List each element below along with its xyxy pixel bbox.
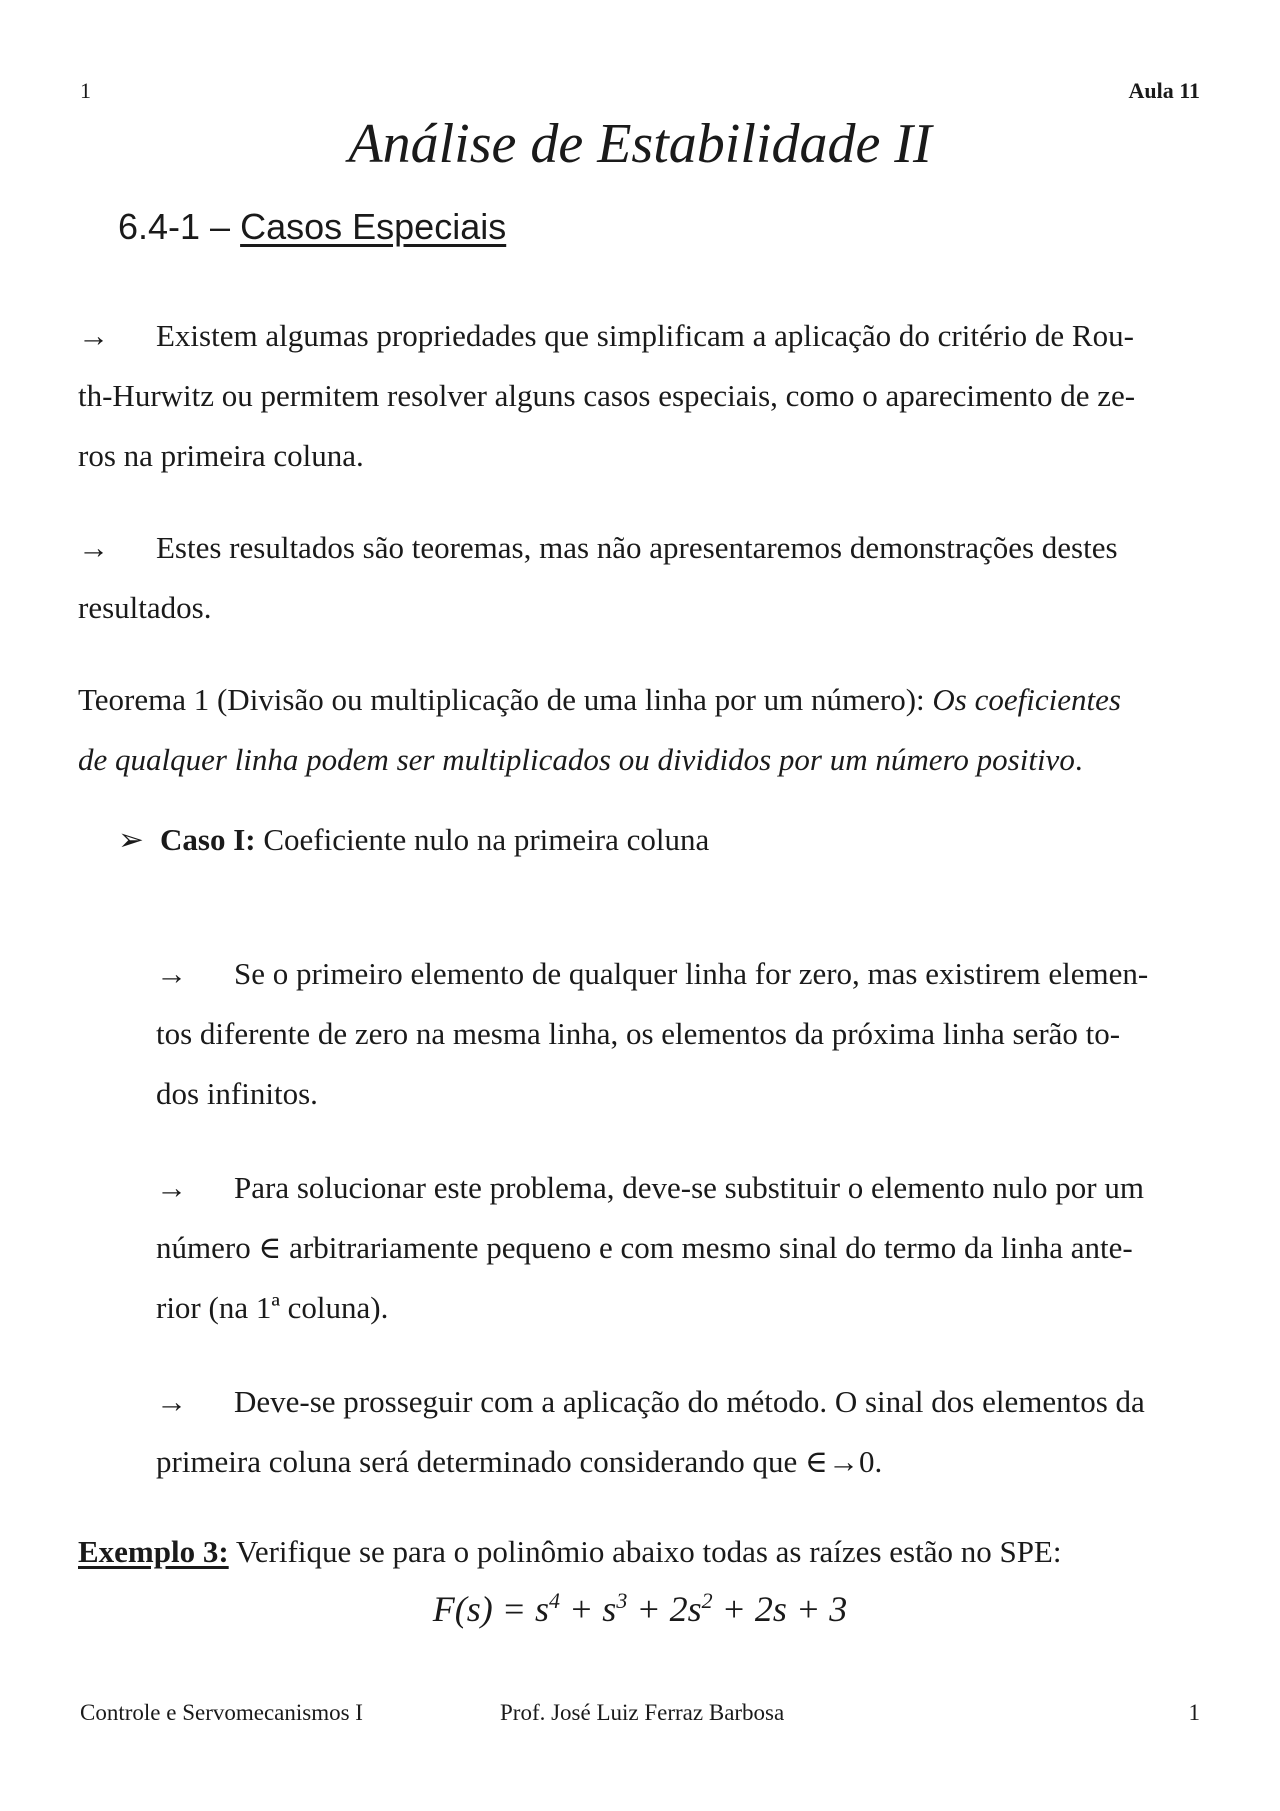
arrow-icon: →	[156, 956, 187, 991]
case-1-heading	[118, 822, 709, 858]
footer-course: Controle e Servomecanismos I	[80, 1700, 363, 1725]
paragraph-text: Existem algumas propriedades que simplificam a aplicação do critério de Rou-	[156, 318, 1134, 353]
theorem-statement-part-1: Os coeficientes	[932, 682, 1121, 717]
theorem-line-2	[78, 730, 1246, 790]
paragraph-2-line-2: resultados.	[78, 590, 212, 625]
theorem-line-1	[78, 670, 1246, 730]
item-text: Deve-se prosseguir com a aplicação do método. O sinal dos elementos da	[234, 1384, 1145, 1419]
lesson-label: Aula 11	[1128, 78, 1200, 103]
formula-exponent: 3	[616, 1588, 628, 1613]
case-1-item-2-line-2: número ∈ arbitrariamente pequeno e com mesmo sinal do termo da linha ante-	[156, 1230, 1133, 1265]
section-heading	[118, 206, 506, 248]
paragraph-1-line-1	[78, 306, 1246, 366]
formula-part: + s	[560, 1589, 617, 1629]
header-page-number: 1	[80, 78, 91, 103]
case-1-item-1-line-3: dos infinitos.	[156, 1076, 318, 1111]
example-text: Verifique se para o polinômio abaixo todas as raízes estão no SPE:	[228, 1534, 1062, 1569]
bullet-arrow-icon: ➢	[118, 822, 144, 857]
case-1-item-2-line-3: rior (na 1ª coluna).	[156, 1290, 389, 1325]
page-title: Análise de Estabilidade II	[348, 113, 932, 175]
example-3	[78, 1534, 1061, 1570]
formula-part: + 2s + 3	[712, 1589, 848, 1629]
theorem-lead: Teorema 1 (Divisão ou multiplicação de uma linha por um número):	[78, 682, 933, 717]
formula-part: + 2s	[627, 1589, 702, 1629]
footer-page-number: 1	[1188, 1700, 1200, 1725]
case-1-item-1-line-2: tos diferente de zero na mesma linha, os elementos da próxima linha serão to-	[156, 1016, 1121, 1051]
formula-part: F(s) = s	[432, 1589, 550, 1629]
arrow-icon: →	[156, 1170, 187, 1205]
arrow-icon: →	[156, 1384, 187, 1419]
case-1-item-3-line-1	[156, 1372, 1246, 1432]
paragraph-2-line-1	[78, 518, 1246, 578]
example-label: Exemplo 3:	[78, 1534, 229, 1569]
section-name: Casos Especiais	[240, 206, 507, 247]
paragraph-text: Estes resultados são teoremas, mas não apresentaremos demonstrações destes	[156, 530, 1118, 565]
theorem-statement-part-2: de qualquer linha podem ser multiplicados ou divididos por um número positivo	[78, 742, 1075, 777]
arrow-icon: →	[78, 318, 109, 353]
formula-exponent: 2	[701, 1588, 713, 1613]
item-text: Para solucionar este problema, deve-se substituir o elemento nulo por um	[234, 1170, 1144, 1205]
formula-exponent: 4	[549, 1588, 561, 1613]
item-text: Se o primeiro elemento de qualquer linha for zero, mas existirem elemen-	[234, 956, 1149, 991]
paragraph-1-line-2: th-Hurwitz ou permitem resolver alguns casos especiais, como o aparecimento de ze-	[78, 378, 1136, 413]
section-number: 6.4-1 –	[118, 206, 241, 247]
case-1-item-2-line-1	[156, 1158, 1246, 1218]
case-1-title: Coeficiente nulo na primeira coluna	[255, 822, 710, 857]
case-1-item-1-line-1	[156, 944, 1246, 1004]
case-1-item-3-line-2: primeira coluna será determinado considerando que ∈→0.	[156, 1444, 883, 1479]
paragraph-1-line-3: ros na primeira coluna.	[78, 438, 364, 473]
case-1-label: Caso I:	[160, 822, 256, 857]
footer-professor: Prof. José Luiz Ferraz Barbosa	[500, 1700, 785, 1725]
theorem-end: .	[1074, 742, 1083, 777]
arrow-icon: →	[78, 530, 109, 565]
polynomial-formula	[0, 1588, 1280, 1630]
